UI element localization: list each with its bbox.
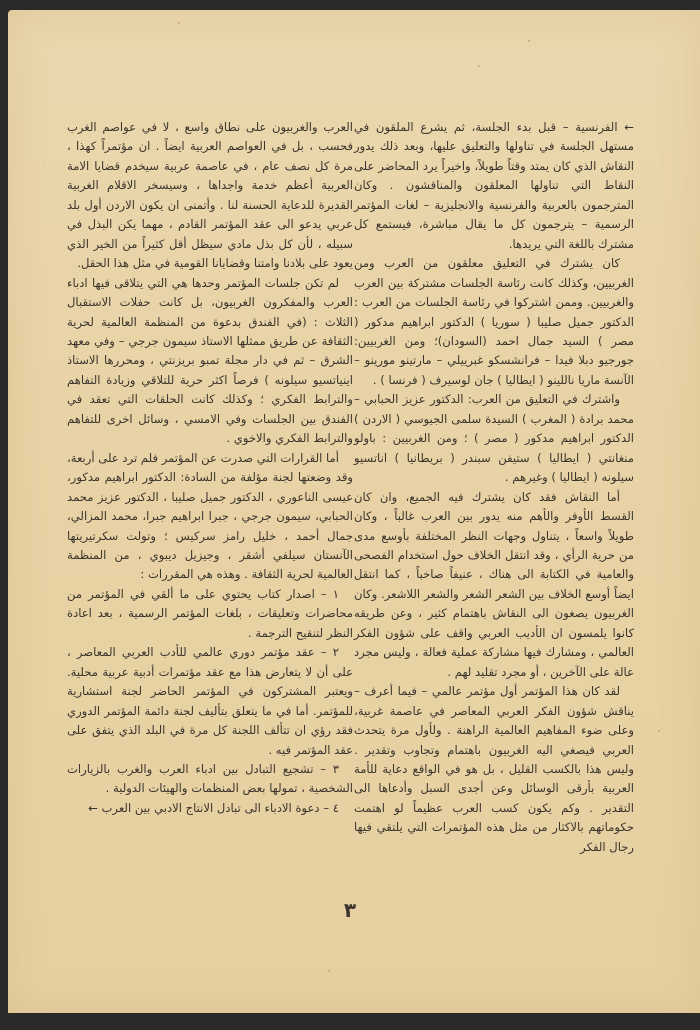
resolution-item: ٤ – دعوة الادباء الى تبادل الانتاج الادبي بين العرب ←	[88, 800, 339, 815]
right-text-column	[354, 118, 634, 857]
paragraph: كان يشترك في التعليق معلقون من العرب ومن الغربيين، وكذلك كانت رئاسة الجلسات مشتركة بين العرب والغربيين. وممن اشتركوا في رئاسة الجلسات من العرب : الدكتور جميل صليبا ( سوريا ) الدكتور ابراهيم مدكور ( مصر ) السيد جمال احمد (السودان)؛ ومن الغربيين: جورجيو دبلا فيدا – فرانشسكو غبرييلي – مارتينو مورينو – الآنسة ماريا ناللينو ( ايطاليا ) جان لوسيرف ( فرنسا ) .	[354, 256, 634, 387]
paragraph: أما القرارات التي صدرت عن المؤتمر فلم ترد على أربعة، وقد وضعتها لجنة مؤلفة من السادة: الدكتور ابراهيم مدكور، عيسى الناعوري ، الدكتور جميل صليبا ، الدكتور عزيز محمد الحبابي، سيمون جرجي ، جبرا ابراهيم جبرا، محمد المزالي، جمال أحمد ، خليل رامز سركيس ؛ وتولت سكرتيريتها الآنستان سيلفي أشقر ، وجيزيل ديبوي ، من المنظمة العالمية لحرية الثقافة . وهذه هي المقررات :	[67, 450, 353, 582]
paragraph: لم تكن جلسات المؤتمر وحدها هي التي يتلاقى فيها ادباء العرب والمفكرون الغربيون، بل كانت حفلات الاستقبال الثلاث : (في الفندق بدعوة من المنظمة العالمية لحرية الثقافة عن طريق ممثلها الاستاذ سيمون جرجي – وفي معهد الشرق – ثم في دار مجلة تمبو بريزنتي ، ومحررها الاستاذ اينياتسيو سيلونه ) فرصاً اكثر حرية للتلاقي وزيادة التفاهم والترابط الفكري ؛ وكذلك كانت الحلقات التي تعقد في الفندق بين الجلسات وفي الامسي ، وسائل اخرى للتفاهم والترابط الفكري والاخوي .	[67, 275, 353, 446]
paragraph-continuation: العرب والغربيون على نطاق واسع ، لا في عواصم الغرب فحسب ، بل في العواصم العربية ايضاً . ان مؤتمراً كهذا ، مرة كل نصف عام ، في عاصمة عربية سيخدم قضايا الامة العربية أعظم خدمة واجداها ، وسيسخر الاقلام الغربية القديرة للدعاية الحسنة لنا . وأتمنى ان يكون الاردن أول بلد عربي يدعو الى عقد المؤتمر القادم ، مهما يكن البذل في سبيله ، لأن كل بذل مادي سيظل أقل كثيراً من الخير الذي يعود على بلادنا وامتنا وقضايانا القومية في مثل هذا الحقل.	[67, 120, 353, 271]
resolution-item: ١ – اصدار كتاب يحتوي على ما ألقي في المؤتمر من محاضرات وتعليقات ، بلغات المؤتمر الرسمية ، بعد اعادة النظر لتنقيح الترجمة .	[67, 586, 353, 640]
page-number: ٣	[343, 898, 357, 922]
paragraph: أما النقاش فقد كان يشترك فيه الجميع، وان كان القسط الأوفر والأهم منه يدور بين العرب غالباً ، وكان طويلاً واسعاً ، يتناول وجهات النظر المختلفة بأوسع مدى من حرية الرأي ، وقد انتقل الخلاف حول استخدام الفصحى والعامية في الكتابة الى هناك ، عنيفاً صاخباً ، كما انتقل ايضاً أوسع الخلاف بين الشعر الشعر والشعر اللاشعر. وكان الغربيون يصغون الى النقاش باهتمام كثير ، وعن طريقه كانوا يلمسون ان الأديب العربي واقف على شؤون الفكر العالمي ، ومشارك فيها مشاركة عملية فعالة ، وليس مجرد عالة على الآخرين ، أو مجرد تقليد لهم .	[354, 489, 634, 679]
paper-speck	[658, 730, 660, 732]
paper-speck	[328, 970, 330, 972]
resolution-item: ٢ – عقد مؤتمر دوري عالمي للأدب العربي المعاصر ، على أن لا يتعارض هذا مع عقد مؤتمرات أدبية عربية محلية. ويعتبر المشتركون في المؤتمر الحاضر لجنة استشارية للمؤتمر. أما في ما يتعلق بتأليف لجنة دائمة المؤتمر الدوري فقد رؤي ان تتألف اللجنة كل مرة في البلد الذي يتفق على عقد المؤتمر فيه .	[67, 645, 353, 757]
left-text-column	[67, 118, 353, 818]
resolution-item: ٣ – تشجيع التبادل بين ادباء العرب والغرب بالزيارات الشخصية ، تمولها بعض المنظمات والهيئات الدولية .	[67, 761, 353, 796]
paper-speck	[478, 65, 480, 67]
paragraph: لقد كان هذا المؤتمر أول مؤتمر عالمي – فيما أعرف – يناقش شؤون الفكر العربي المعاصر في عاصمة غربية، وعلى ضوء المفاهيم العالمية الراهنة . ولأول مرة يتحدث العربي فيصغي اليه الغربيون باهتمام وتجاوب وتقدير . وليس هذا بالكسب القليل ، بل هو في الواقع دعاية للأمة العربية بأرقى الوسائل وعن أجدى السبل وأدعاها الى التقدير . وكم يكون كسب العرب عظيماً لو اهتمت حكوماتهم بالاكثار من مثل هذه المؤتمرات التي يلتقي فيها رجال الفكر	[354, 684, 634, 854]
paper-speck	[178, 22, 180, 24]
paragraph-continuation: ← الفرنسية – قبل بدء الجلسة، ثم يشرع الملقون في مستهل الجلسة في تناولها والتعليق عليها، وبعد ذلك يدور النقاش الذي كان يمتد وقتاً طويلاً، واخيراً يرد المحاضر على النقاط التي تناولها المعلقون والمناقشون . وكان المترجمون بالعربية والفرنسية والانجليزية – لغات المؤتمر الرسمية – يترجمون كل ما يقال مباشرة، فيستمع كل مشترك باللغة التي يريدها.	[354, 120, 634, 251]
paper-speck	[528, 40, 530, 42]
paragraph: واشترك في التعليق من العرب: الدكتور عزيز الحبابي – محمد برادة ( المغرب ) السيدة سلمى الجيوسي ( الاردن ) الدكتور ابراهيم مدكور ( مصر ) ؛ ومن الغربيين : باولو منغانتي ( ايطاليا ) ستيفن سبندر ( بريطانيا ) اناتسيو سيلونه ( ايطاليا ) وغيرهم .	[354, 392, 634, 485]
